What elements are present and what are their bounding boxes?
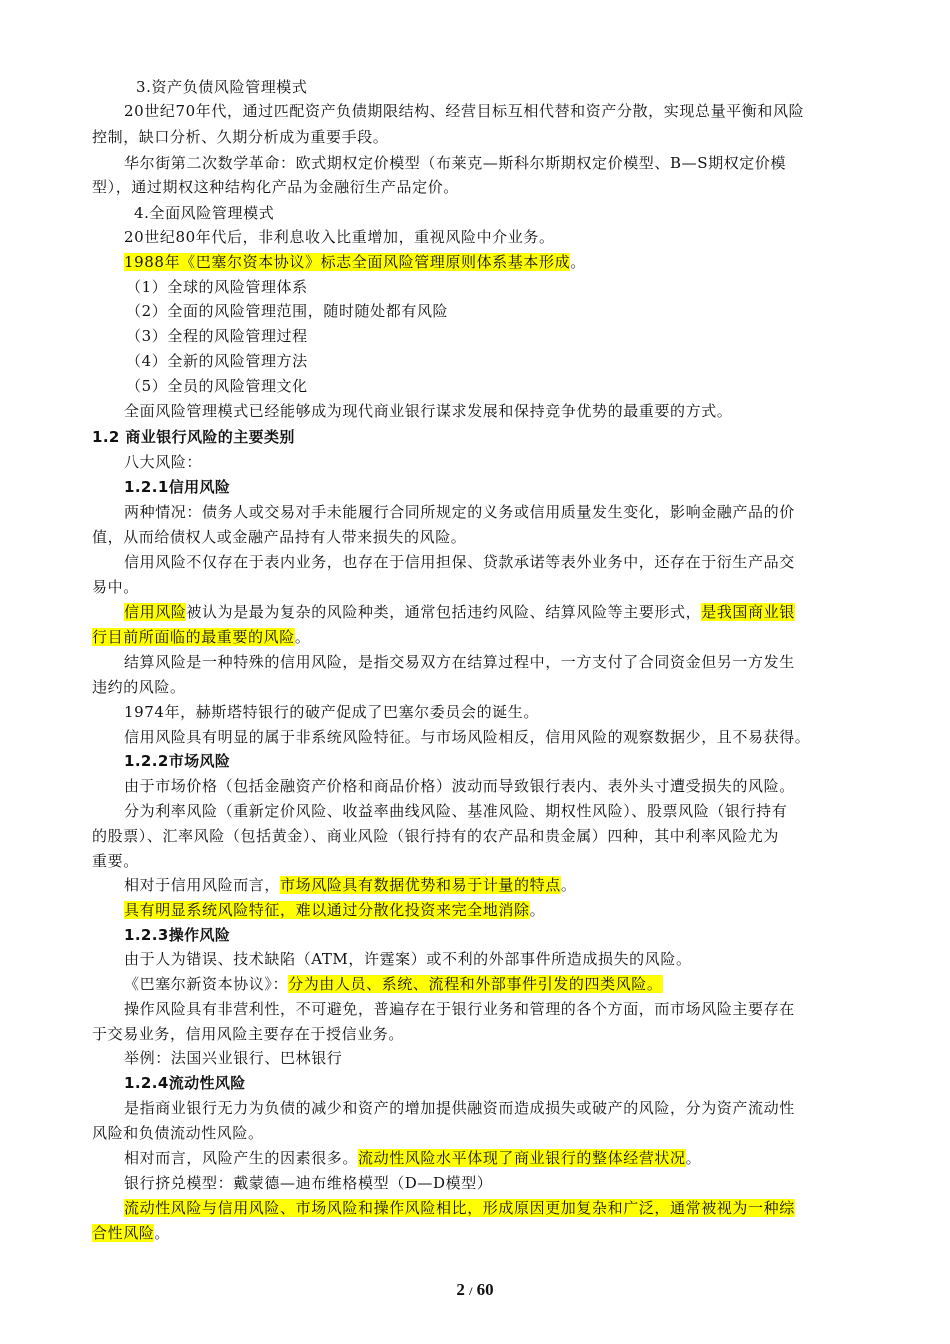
text-run: 。 (685, 1149, 702, 1167)
highlighted-text: 市场风险具有数据优势和易于计量的特点 (280, 876, 561, 894)
text-line (124, 973, 663, 995)
text-run: 相对于信用风险而言， (124, 876, 281, 894)
text-line (134, 202, 274, 224)
highlighted-text: 具有明显系统风险特征，难以通过分散化投资来完全地消除 (124, 901, 530, 919)
highlighted-text: 信用风险 (124, 603, 187, 621)
text-line (124, 226, 555, 248)
text-run: 值，从而给债权人或金融产品持有人带来损失的风险。 (92, 528, 467, 546)
text-run: （5）全员的风险管理文化 (126, 377, 308, 395)
text-line (92, 526, 466, 548)
text-run: 于交易业务，信用风险主要存在于授信业务。 (92, 1025, 405, 1043)
text-line (92, 1122, 264, 1144)
highlighted-text: 流动性风险与信用风险、市场风险和操作风险相比，形成原因更加复杂和广泛，通常被视为一种综 (124, 1199, 795, 1217)
text-line (124, 1097, 795, 1119)
text-line (124, 1172, 492, 1194)
highlighted-text: 行目前所面临的最重要的风险 (92, 628, 295, 646)
text-line (124, 152, 786, 174)
page-separator: / (469, 1284, 473, 1298)
text-line (92, 850, 139, 872)
text-run: （2）全面的风险管理范围，随时随处都有风险 (126, 302, 449, 320)
text-run: 1.2 商业银行风险的主要类别 (92, 428, 295, 446)
text-line (124, 998, 795, 1020)
current-page: 2 (456, 1280, 465, 1299)
text-run: （4）全新的风险管理方法 (126, 352, 308, 370)
text-line (124, 400, 732, 422)
text-line (92, 1222, 170, 1244)
text-run: 3.资产负债风险管理模式 (136, 78, 308, 96)
text-run: （3）全程的风险管理过程 (126, 327, 308, 345)
text-line (124, 651, 795, 673)
total-pages: 60 (476, 1280, 494, 1299)
text-line (124, 501, 795, 523)
text-run: 风险和负债流动性风险。 (92, 1124, 264, 1142)
text-line (124, 800, 787, 822)
text-run: 1.2.4流动性风险 (124, 1074, 246, 1092)
text-run: 1.2.2市场风险 (124, 752, 231, 770)
text-line (124, 551, 795, 573)
text-line (124, 251, 586, 273)
text-line (92, 825, 779, 847)
text-run: 银行挤兑模型：戴蒙德—迪布维格模型（D—D模型） (124, 1174, 493, 1192)
text-run: 20世纪80年代后，非利息收入比重增加，重视风险中介业务。 (124, 228, 555, 246)
text-run: 1.2.3操作风险 (124, 926, 231, 944)
text-line (92, 176, 459, 198)
text-run: 全面风险管理模式已经能够成为现代商业银行谋求发展和保持竞争优势的最重要的方式。 (124, 402, 733, 420)
text-line (124, 601, 795, 623)
section-heading (92, 426, 295, 448)
text-line (136, 76, 308, 98)
text-run: 20世纪70年代，通过匹配资产负债期限结构、经营目标互相代替和资产分散，实现总量平衡和风险 (124, 102, 805, 120)
text-run: （1）全球的风险管理体系 (126, 278, 308, 296)
text-line (126, 276, 308, 298)
text-run: 重要。 (92, 852, 139, 870)
text-run: 违约的风险。 (92, 678, 186, 696)
text-run: 控制，缺口分析、久期分析成为重要手段。 (92, 128, 389, 146)
text-line (126, 300, 448, 322)
text-run: 操作风险具有非营利性，不可避免，普遍存在于银行业务和管理的各个方面，而市场风险主要存在 (124, 1000, 795, 1018)
text-run: 。 (294, 628, 311, 646)
text-run: 结算风险是一种特殊的信用风险，是指交易双方在结算过程中，一方支付了合同资金但另一方发生 (124, 653, 795, 671)
text-line (124, 948, 692, 970)
text-run: 两种情况：债务人或交易对手未能履行合同所规定的义务或信用质量发生变化，影响金融产品的价 (124, 503, 795, 521)
highlighted-text: 合性风险 (92, 1224, 155, 1242)
text-line (124, 1197, 795, 1219)
text-run: 1.2.1信用风险 (124, 478, 231, 496)
text-run: 由于市场价格（包括金融资产价格和商品价格）波动而导致银行表内、表外头寸遭受损失的风险。 (124, 777, 795, 795)
section-heading (124, 750, 230, 772)
text-run: 华尔街第二次数学革命：欧式期权定价模型（布莱克—斯科尔斯期权定价模型、B—S期权定价模 (124, 154, 787, 172)
text-line (92, 1023, 404, 1045)
text-line (126, 325, 308, 347)
section-heading (124, 1072, 246, 1094)
text-run: 信用风险具有明显的属于非系统风险特征。与市场风险相反，信用风险的观察数据少，且不易获得。 (124, 728, 811, 746)
text-line (92, 676, 186, 698)
text-line (124, 726, 810, 748)
text-line (124, 1147, 701, 1169)
text-run: 被认为是最为复杂的风险种类，通常包括违约风险、结算风险等主要形式， (186, 603, 702, 621)
text-line (126, 350, 308, 372)
text-line (124, 1047, 342, 1069)
section-heading (124, 924, 230, 946)
text-run: 型），通过期权这种结构化产品为金融衍生产品定价。 (92, 178, 459, 196)
text-line (124, 100, 804, 122)
text-run: 。 (529, 901, 546, 919)
highlighted-text: 是我国商业银 (701, 603, 795, 621)
text-run: 由于人为错误、技术缺陷（ATM，许霆案）或不利的外部事件所造成损失的风险。 (124, 950, 692, 968)
text-run: 信用风险不仅存在于表内业务，也存在于信用担保、贷款承诺等表外业务中，还存在于衍生产品交 (124, 553, 795, 571)
text-run: 1974年，赫斯塔特银行的破产促成了巴塞尔委员会的诞生。 (124, 703, 539, 721)
text-run: 4.全面风险管理模式 (134, 204, 275, 222)
text-line (124, 874, 576, 896)
text-line (92, 626, 310, 648)
text-line (124, 701, 539, 723)
text-line (92, 576, 139, 598)
text-line (124, 451, 202, 473)
highlighted-text: 流动性风险水平体现了商业银行的整体经营状况 (358, 1149, 686, 1167)
text-run: 。 (560, 876, 577, 894)
text-line (124, 899, 545, 921)
text-run: 易中。 (92, 578, 139, 596)
text-run: 分为利率风险（重新定价风险、收益率曲线风险、基准风险、期权性风险）、股票风险（银行持有 (124, 802, 788, 820)
text-run: 举例：法国兴业银行、巴林银行 (124, 1049, 343, 1067)
text-line (124, 775, 795, 797)
section-heading (124, 476, 230, 498)
highlighted-text: 1988年《巴塞尔资本协议》标志全面风险管理原则体系基本形成 (124, 253, 571, 271)
text-run: 。 (154, 1224, 171, 1242)
text-run: 。 (570, 253, 586, 271)
text-run: 相对而言，风险产生的因素很多。 (124, 1149, 359, 1167)
text-run: 《巴塞尔新资本协议》： (124, 975, 289, 993)
text-run: 的股票）、汇率风险（包括黄金）、商业风险（银行持有的农产品和贵金属）四种，其中利率风险尤为 (92, 827, 780, 845)
text-run: 是指商业银行无力为负债的减少和资产的增加提供融资而造成损失或破产的风险，分为资产流动性 (124, 1099, 795, 1117)
text-run: 八大风险： (124, 453, 203, 471)
text-line (92, 126, 388, 148)
highlighted-text: 分为由人员、系统、流程和外部事件引发的四类风险。 (288, 975, 663, 993)
page-number (0, 1280, 950, 1300)
text-line (126, 375, 308, 397)
